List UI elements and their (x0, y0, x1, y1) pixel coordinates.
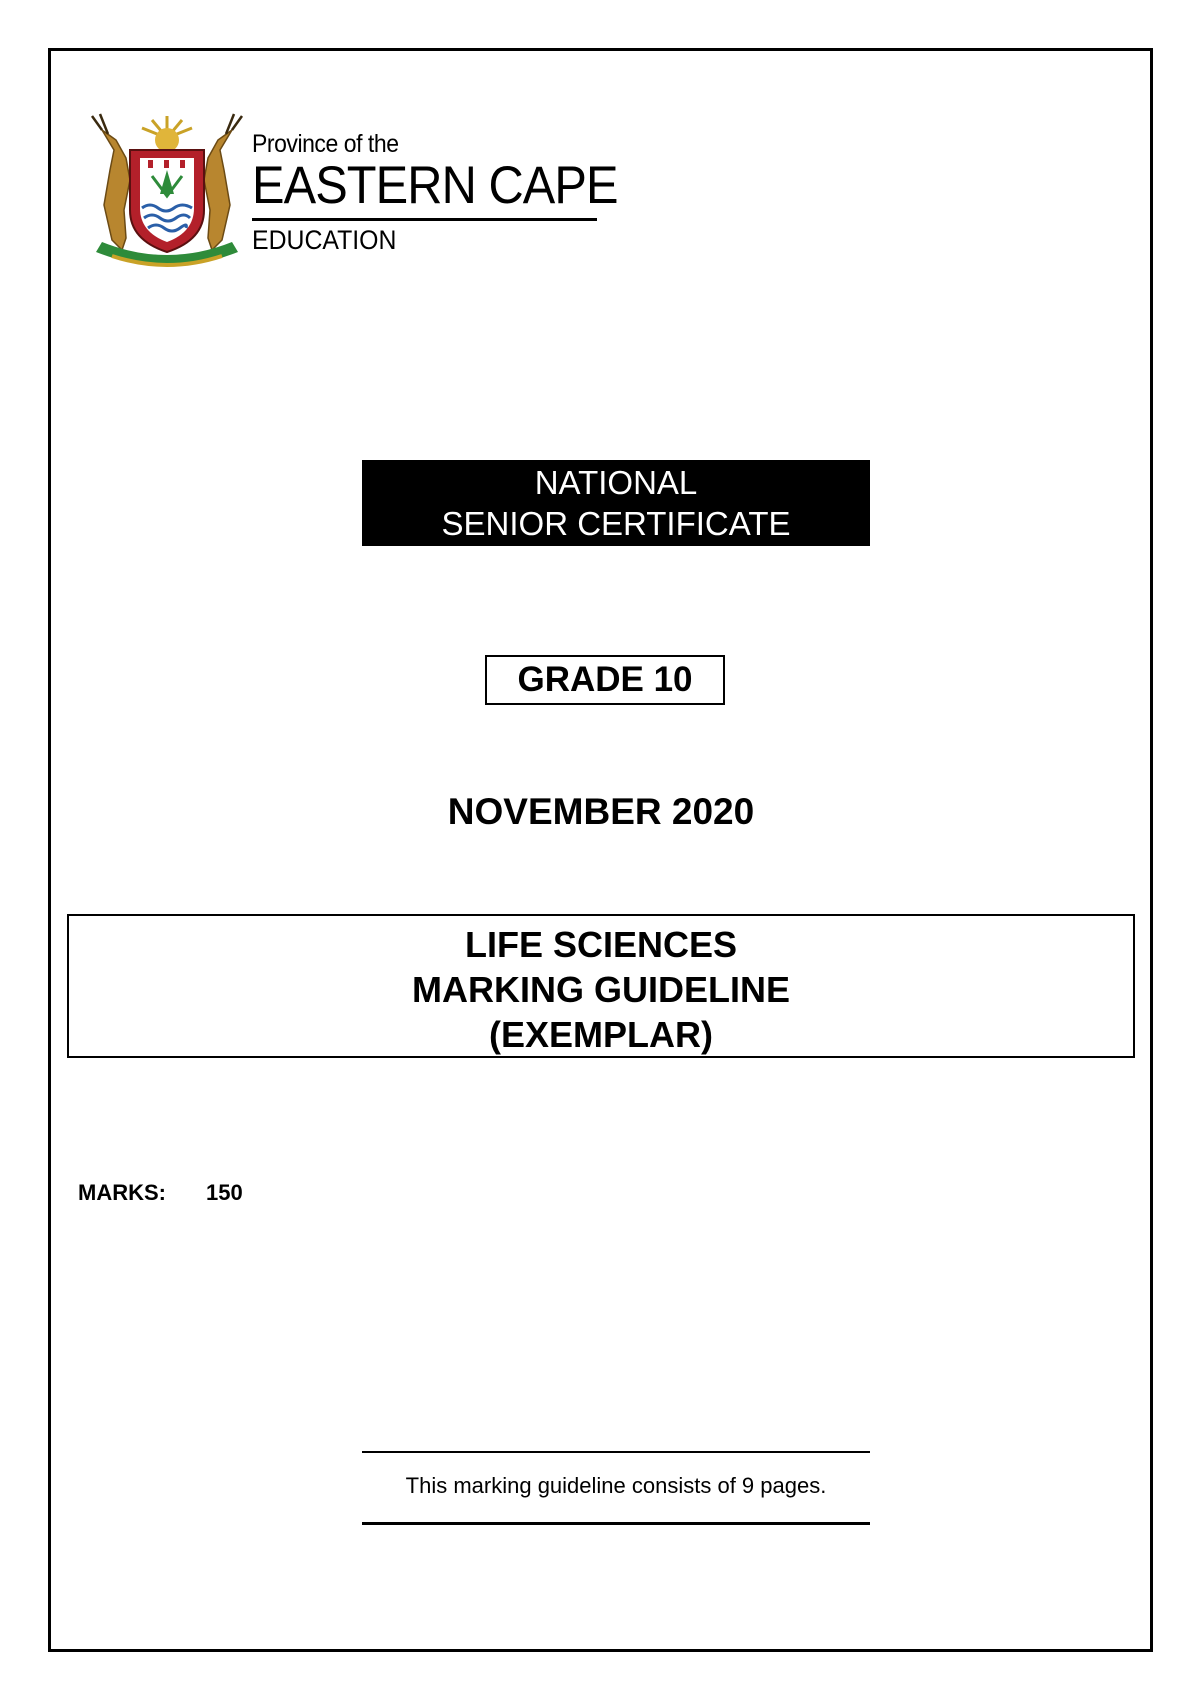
eastern-cape-logo (82, 110, 618, 280)
document-variant: (EXEMPLAR) (489, 1014, 713, 1055)
coat-of-arms-icon (82, 110, 252, 280)
marks-value: 150 (206, 1180, 243, 1205)
logo-education-text: EDUCATION (252, 225, 397, 255)
certificate-banner (362, 460, 870, 546)
document-type: MARKING GUIDELINE (412, 969, 790, 1010)
footer-top-rule (362, 1451, 870, 1453)
page-border (48, 48, 1153, 1652)
certificate-line-1: NATIONAL (534, 464, 698, 501)
marks-info (78, 1180, 243, 1206)
logo-province-text: Province of the (252, 130, 399, 158)
page-count-note: This marking guideline consists of 9 pages. (405, 1473, 827, 1498)
grade-label: GRADE 10 (485, 655, 725, 705)
logo-eastern-cape-text: EASTERN CAPE (252, 156, 618, 215)
footer-bottom-rule (362, 1522, 870, 1525)
marks-label: MARKS: (78, 1180, 166, 1205)
subject-box (67, 914, 1135, 1058)
logo-wordmark (252, 130, 618, 255)
exam-date: NOVEMBER 2020 (447, 791, 755, 832)
subject-title: LIFE SCIENCES (464, 924, 738, 965)
logo-divider (252, 218, 597, 221)
certificate-line-2: SENIOR CERTIFICATE (441, 505, 791, 542)
